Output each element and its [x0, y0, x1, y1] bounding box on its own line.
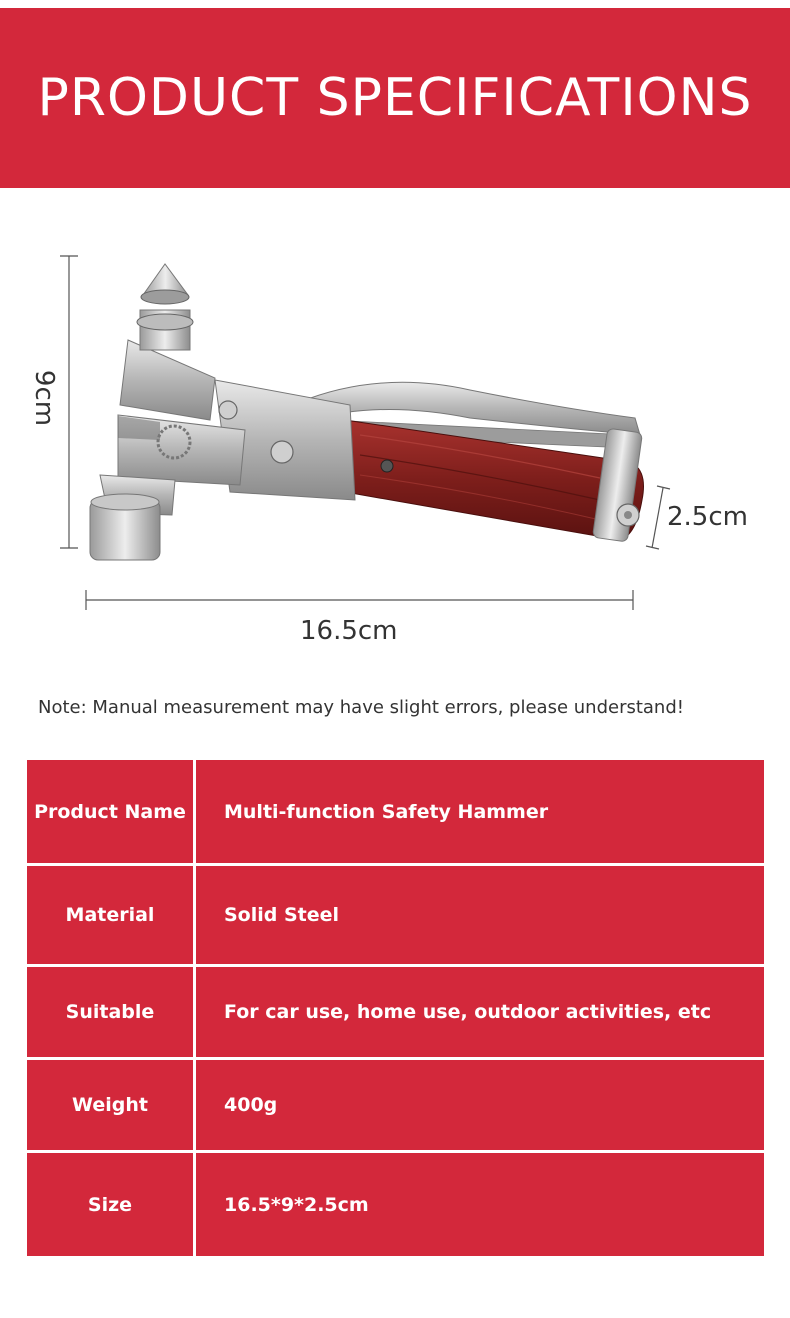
spec-row [27, 1153, 764, 1256]
page-title: PRODUCT SPECIFICATIONS [37, 68, 753, 128]
height-dimension-line [60, 256, 78, 548]
spec-value: Multi-function Safety Hammer [196, 760, 764, 863]
spec-value: Solid Steel [196, 866, 764, 964]
spec-row [27, 1060, 764, 1150]
spec-row [27, 866, 764, 964]
spec-value: For car use, home use, outdoor activities, etc [196, 967, 764, 1057]
spec-key: Weight [27, 1060, 193, 1150]
length-dimension-line [86, 590, 633, 610]
spec-key: Suitable [27, 967, 193, 1057]
height-label: 9cm [29, 369, 59, 427]
product-dimension-figure [0, 230, 790, 660]
spec-row [27, 967, 764, 1057]
spec-key: Size [27, 1153, 193, 1256]
header-banner [0, 8, 790, 188]
depth-label: 2.5cm [667, 502, 748, 532]
measurement-note: Note: Manual measurement may have slight errors, please understand! [38, 697, 684, 718]
spec-value: 400g [196, 1060, 764, 1150]
length-label: 16.5cm [300, 616, 398, 646]
spec-key: Product Name [27, 760, 193, 863]
spec-row [27, 760, 764, 863]
spec-value: 16.5*9*2.5cm [196, 1153, 764, 1256]
hammer-illustration [0, 230, 790, 660]
spec-key: Material [27, 866, 193, 964]
